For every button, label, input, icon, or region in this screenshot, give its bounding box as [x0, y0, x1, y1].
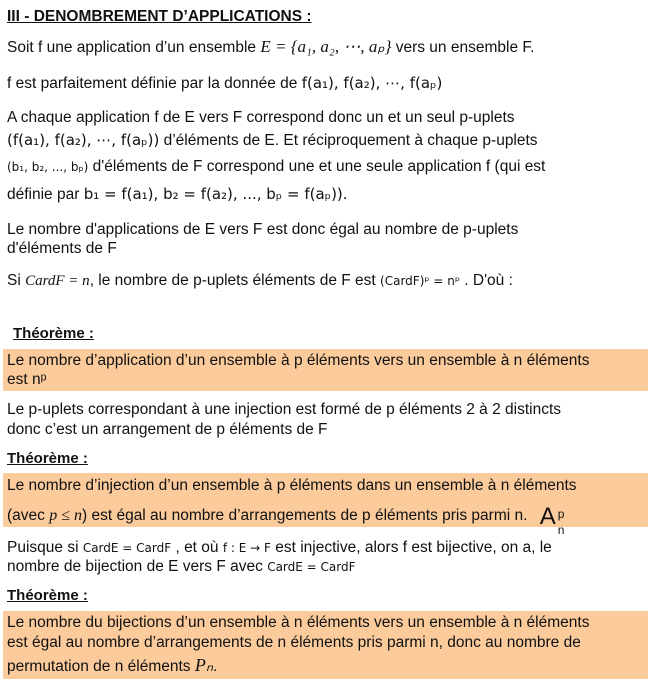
- text: d’éléments de E. Et réciproquement à chaque p-uplets: [163, 132, 538, 149]
- theorem-heading: Théorème :: [13, 325, 94, 342]
- math-b-equals-f: b₁ = f(a₁), b₂ = f(a₂), ..., bₚ = f(aₚ)).: [83, 185, 348, 203]
- text: est injective, alors f est bijective, on a, le: [275, 539, 552, 556]
- text: ) est égal au nombre d’arrangements de p éléments pris parmi n.: [82, 507, 528, 524]
- text: Puisque si: [7, 539, 79, 556]
- theorem-heading: Théorème :: [7, 587, 88, 604]
- text: A chaque application f de E vers F correspond donc un et un seul p-uplets: [7, 109, 515, 126]
- paragraph-cardf: [7, 272, 513, 290]
- text: .: [213, 658, 218, 675]
- math-p-le-n: p ≤ n: [49, 507, 82, 524]
- text: (avec: [7, 507, 45, 524]
- math-images: f(a₁), f(a₂), ⋯, f(aₚ): [301, 74, 443, 92]
- math-carde-cardf: CardE = CardF: [82, 541, 172, 555]
- text: nombre de bijection de E vers F avec: [7, 558, 263, 575]
- text-line: [7, 131, 538, 150]
- math-tuple-f: (f(a₁), f(a₂), ⋯, f(aₚ)): [7, 131, 160, 149]
- text-line: [7, 558, 356, 576]
- paragraph-definition: [7, 38, 534, 57]
- text: Soit f une application d’un ensemble: [7, 39, 257, 56]
- text: Le nombre d'applications de E vers F est donc égal au nombre de p-uplets: [7, 221, 519, 238]
- text-line: [7, 185, 348, 204]
- theorem-text-line: [7, 503, 565, 537]
- theorem-text: est nᵖ: [7, 371, 47, 388]
- math-set-e: E = {a₁, a₂, ⋯, aₚ}: [260, 37, 392, 56]
- text-line: [7, 158, 545, 176]
- theorem-text: Le nombre du bijections d’un ensemble à n éléments vers un ensemble à n éléments: [7, 614, 590, 631]
- theorem-text: Le nombre d’application d’un ensemble à p éléments vers un ensemble à n éléments: [7, 352, 590, 369]
- text: d'éléments de F: [7, 240, 117, 257]
- text: Si: [7, 272, 21, 289]
- text-line: [7, 539, 552, 557]
- text: vers un ensemble F.: [395, 39, 535, 56]
- math-carde-cardf: CardE = CardF: [267, 560, 356, 574]
- theorem-box: [3, 349, 648, 391]
- text: permutation de n éléments: [7, 658, 191, 675]
- symbol-sub: n: [557, 523, 565, 537]
- theorem-text: Le nombre d’injection d’un ensemble à p éléments dans un ensemble à n éléments: [7, 477, 577, 494]
- text: , et où: [175, 539, 219, 556]
- theorem-text-line: [7, 656, 217, 676]
- section-title: III - DENOMBREMENT D’APPLICATIONS :: [7, 8, 312, 25]
- math-cardf-n: CardF = n: [25, 273, 90, 289]
- text: donc c’est un arrangement de p éléments de F: [7, 421, 328, 438]
- math-cardf-power: (CardF)ᵖ = nᵖ: [380, 274, 460, 288]
- text: f est parfaitement définie par la donnée de: [7, 75, 298, 92]
- theorem-heading: Théorème :: [7, 450, 88, 467]
- text: définie par: [7, 186, 80, 203]
- text: Le p-uplets correspondant à une injection est formé de p éléments 2 à 2 distincts: [7, 401, 562, 418]
- symbol-sup: p: [557, 507, 565, 521]
- symbol-a: A: [539, 503, 556, 530]
- math-tuple-b: (b₁, b₂, ..., bₚ): [7, 160, 89, 174]
- arrangement-symbol: [539, 503, 565, 537]
- math-f-e-to-f: f : E → F: [222, 541, 271, 555]
- text: . D'où :: [464, 272, 513, 289]
- paragraph-defined-by: [7, 74, 442, 93]
- theorem-box: [3, 473, 648, 537]
- math-pn: Pₙ: [194, 655, 214, 675]
- theorem-box: [3, 611, 648, 679]
- text: d'éléments de F correspond une et une seule application f (qui est: [92, 158, 546, 175]
- text: , le nombre de p-uplets éléments de F est: [89, 272, 376, 289]
- theorem-text: est égal au nombre d’arrangements de n éléments pris parmi n, donc au nombre de: [7, 634, 581, 651]
